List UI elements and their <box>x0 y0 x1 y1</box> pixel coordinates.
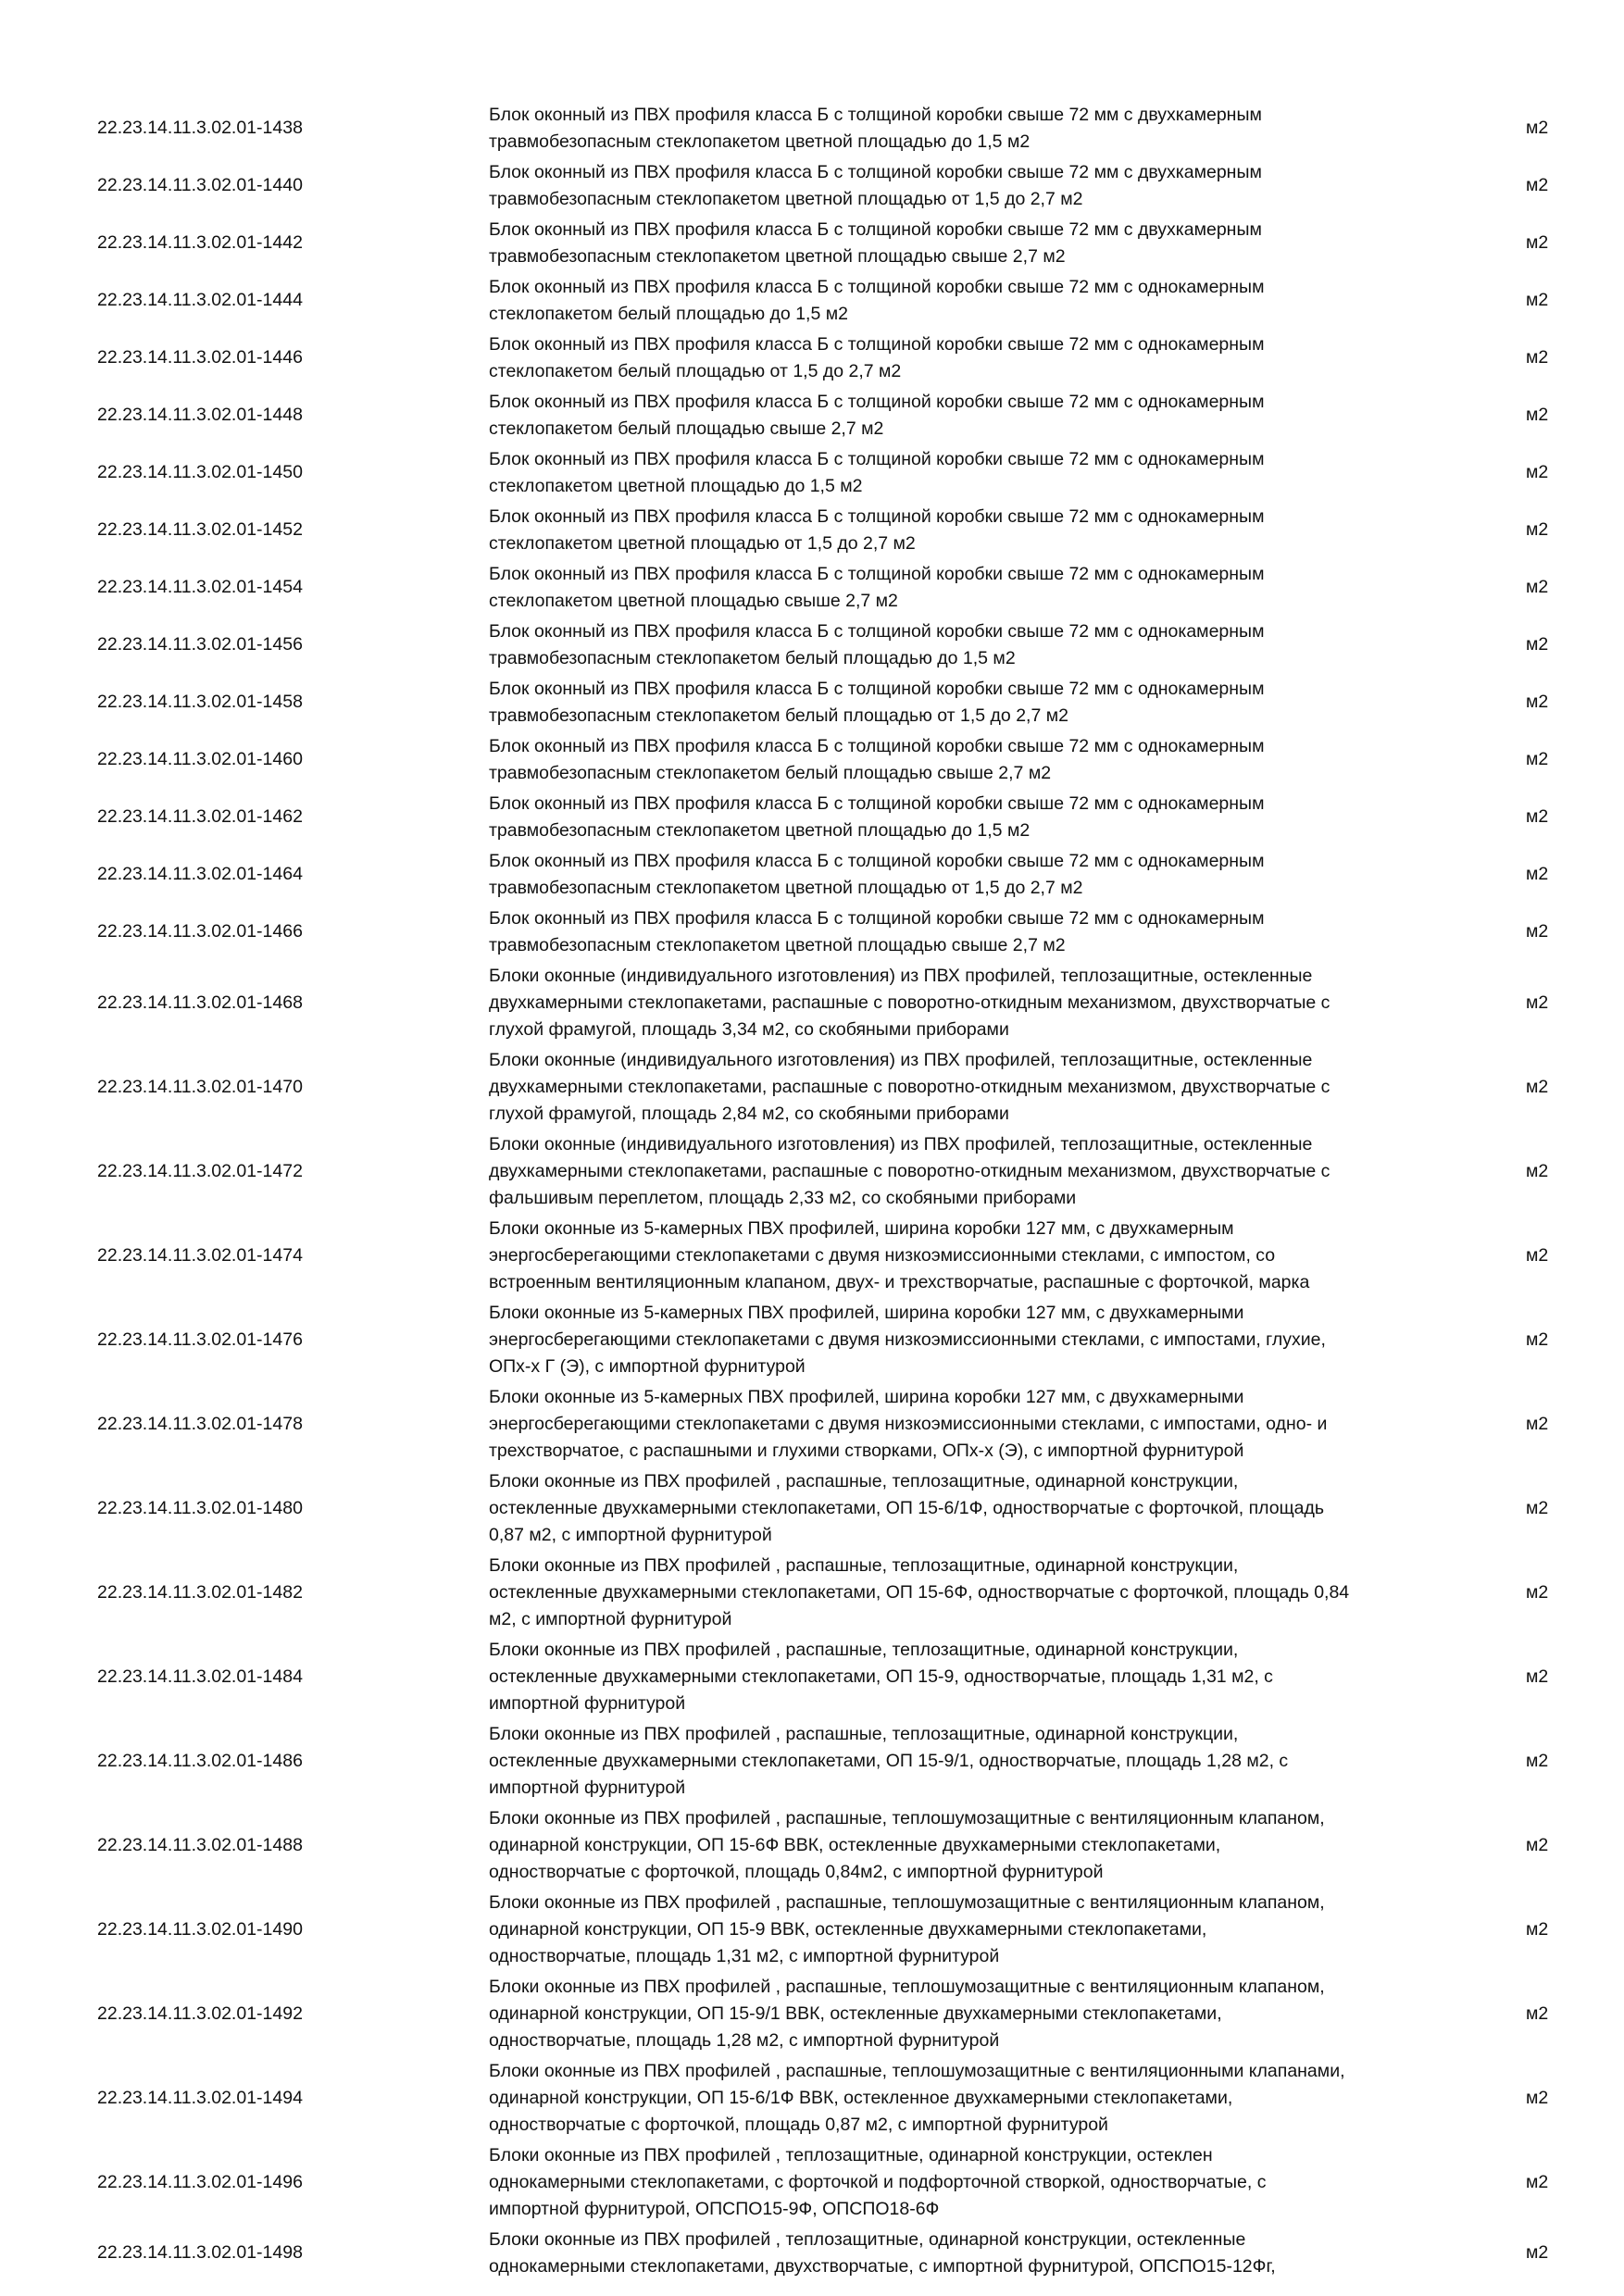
item-unit: м2 <box>1526 1666 1549 1687</box>
item-unit: м2 <box>1526 1919 1549 1940</box>
description-line: глухой фрамугой, площадь 2,84 м2, со скобяными приборами <box>489 1104 1009 1124</box>
table-row <box>0 905 1624 959</box>
item-code: 22.23.14.11.3.02.01-1464 <box>97 864 303 884</box>
description-line: Блоки оконные из ПВХ профилей , распашные, теплошумозащитные с вентиляционными клапанами, <box>489 2061 1345 2081</box>
description-line: остекленные двухкамерными стеклопакетами, ОП 15-6Ф, одностворчатые с форточкой, площадь 0,84 <box>489 1582 1350 1603</box>
item-description <box>489 676 1470 730</box>
description-line: Блоки оконные (индивидуального изготовления) из ПВХ профилей, теплозащитные, остекленные <box>489 966 1313 986</box>
table-row <box>0 1890 1624 1970</box>
table-row <box>0 331 1624 385</box>
item-description <box>489 733 1470 787</box>
item-code: 22.23.14.11.3.02.01-1454 <box>97 577 303 597</box>
table-row <box>0 1384 1624 1465</box>
item-code: 22.23.14.11.3.02.01-1484 <box>97 1666 303 1687</box>
item-description <box>489 963 1470 1043</box>
description-line: Блоки оконные из ПВХ профилей , теплозащитные, одинарной конструкции, остеклен <box>489 2145 1213 2165</box>
item-code: 22.23.14.11.3.02.01-1480 <box>97 1498 303 1518</box>
description-line: м2, с импортной фурнитурой <box>489 1609 732 1629</box>
description-line: одностворчатые, площадь 1,31 м2, с импортной фурнитурой <box>489 1946 1000 1966</box>
item-code: 22.23.14.11.3.02.01-1446 <box>97 347 303 368</box>
description-line: двухкамерными стеклопакетами, распашные с поворотно-откидным механизмом, двухстворчатые с <box>489 992 1330 1013</box>
item-description <box>489 159 1470 213</box>
item-unit: м2 <box>1526 1582 1549 1603</box>
item-code: 22.23.14.11.3.02.01-1444 <box>97 290 303 310</box>
description-line: трехстворчатое, с распашными и глухими створками, ОПх-х (Э), с импортной фурнитурой <box>489 1441 1244 1461</box>
item-unit: м2 <box>1526 806 1549 827</box>
description-line: Блок оконный из ПВХ профиля класса Б с толщиной коробки свыше 72 мм с однокамерным <box>489 277 1265 297</box>
item-unit: м2 <box>1526 1245 1549 1266</box>
description-line: Блок оконный из ПВХ профиля класса Б с толщиной коробки свыше 72 мм с двухкамерным <box>489 162 1262 182</box>
item-unit: м2 <box>1526 1161 1549 1181</box>
item-description <box>489 102 1470 156</box>
item-unit: м2 <box>1526 347 1549 368</box>
item-code: 22.23.14.11.3.02.01-1498 <box>97 2242 303 2263</box>
item-unit: м2 <box>1526 1329 1549 1350</box>
description-line: Блок оконный из ПВХ профиля класса Б с толщиной коробки свыше 72 мм с однокамерным <box>489 392 1265 412</box>
item-code: 22.23.14.11.3.02.01-1496 <box>97 2172 303 2192</box>
item-description <box>489 1890 1470 1970</box>
table-row <box>0 2058 1624 2139</box>
description-line: встроенным вентиляционным клапаном, двух- и трехстворчатые, распашные с форточкой, марка <box>489 1272 1310 1292</box>
item-unit: м2 <box>1526 462 1549 482</box>
item-code: 22.23.14.11.3.02.01-1462 <box>97 806 303 827</box>
description-line: стеклопакетом цветной площадью до 1,5 м2 <box>489 476 863 496</box>
item-description <box>489 274 1470 328</box>
table-row <box>0 389 1624 443</box>
item-unit: м2 <box>1526 577 1549 597</box>
description-line: двухкамерными стеклопакетами, распашные с поворотно-откидным механизмом, двухстворчатые с <box>489 1077 1330 1097</box>
item-description <box>489 1637 1470 1717</box>
description-line: стеклопакетом белый площадью свыше 2,7 м2 <box>489 418 884 439</box>
item-description <box>489 618 1470 672</box>
table-row <box>0 1300 1624 1380</box>
description-line: Блоки оконные из 5-камерных ПВХ профилей, ширина коробки 127 мм, с двухкамерными <box>489 1387 1244 1407</box>
table-row <box>0 274 1624 328</box>
item-description <box>489 2227 1470 2280</box>
item-unit: м2 <box>1526 519 1549 540</box>
table-row <box>0 676 1624 730</box>
description-line: глухой фрамугой, площадь 3,34 м2, со скобяными приборами <box>489 1019 1009 1040</box>
item-code: 22.23.14.11.3.02.01-1476 <box>97 1329 303 1350</box>
description-line: двухкамерными стеклопакетами, распашные с поворотно-откидным механизмом, двухстворчатые с <box>489 1161 1330 1181</box>
item-description <box>489 848 1470 902</box>
item-unit: м2 <box>1526 232 1549 253</box>
description-line: Блоки оконные из ПВХ профилей , распашные, теплозащитные, одинарной конструкции, <box>489 1471 1239 1491</box>
description-line: стеклопакетом цветной площадью свыше 2,7 м2 <box>489 591 898 611</box>
item-code: 22.23.14.11.3.02.01-1448 <box>97 405 303 425</box>
description-line: 0,87 м2, с импортной фурнитурой <box>489 1525 772 1545</box>
item-unit: м2 <box>1526 175 1549 195</box>
description-line: Блок оконный из ПВХ профиля класса Б с толщиной коробки свыше 72 мм с однокамерным <box>489 621 1265 642</box>
item-unit: м2 <box>1526 1414 1549 1434</box>
table-row <box>0 1721 1624 1802</box>
table-row <box>0 1974 1624 2054</box>
item-code: 22.23.14.11.3.02.01-1450 <box>97 462 303 482</box>
item-unit: м2 <box>1526 1835 1549 1855</box>
item-description <box>489 1131 1470 1212</box>
item-unit: м2 <box>1526 749 1549 769</box>
table-row <box>0 159 1624 213</box>
item-description <box>489 1553 1470 1633</box>
item-description <box>489 905 1470 959</box>
table-row <box>0 848 1624 902</box>
description-line: травмобезопасным стеклопакетом белый площадью до 1,5 м2 <box>489 648 1016 668</box>
item-code: 22.23.14.11.3.02.01-1486 <box>97 1751 303 1771</box>
description-line: Блок оконный из ПВХ профиля класса Б с толщиной коробки свыше 72 мм с двухкамерным <box>489 105 1262 125</box>
item-code: 22.23.14.11.3.02.01-1494 <box>97 2088 303 2108</box>
item-code: 22.23.14.11.3.02.01-1482 <box>97 1582 303 1603</box>
description-line: Блоки оконные из ПВХ профилей , распашные, теплошумозащитные с вентиляционным клапаном, <box>489 1808 1325 1828</box>
description-line: импортной фурнитурой, ОПСПО15-9Ф, ОПСПО18-6Ф <box>489 2199 940 2219</box>
item-unit: м2 <box>1526 992 1549 1013</box>
item-code: 22.23.14.11.3.02.01-1442 <box>97 232 303 253</box>
item-description <box>489 1974 1470 2054</box>
item-unit: м2 <box>1526 2003 1549 2024</box>
item-code: 22.23.14.11.3.02.01-1488 <box>97 1835 303 1855</box>
description-line: однокамерными стеклопакетами, двухстворчатые, с импортной фурнитурой, ОПСПО15-12Фг, <box>489 2256 1276 2277</box>
item-code: 22.23.14.11.3.02.01-1456 <box>97 634 303 655</box>
description-line: Блок оконный из ПВХ профиля класса Б с толщиной коробки свыше 72 мм с однокамерным <box>489 793 1265 814</box>
item-description <box>489 2058 1470 2139</box>
description-line: Блоки оконные из ПВХ профилей , распашные, теплозащитные, одинарной конструкции, <box>489 1555 1239 1576</box>
table-row <box>0 1805 1624 1886</box>
description-line: фальшивым переплетом, площадь 2,33 м2, со скобяными приборами <box>489 1188 1077 1208</box>
description-line: импортной фурнитурой <box>489 1778 686 1798</box>
description-line: одинарной конструкции, ОП 15-9 ВВК, остекленные двухкамерными стеклопакетами, <box>489 1919 1207 1940</box>
description-line: Блоки оконные из ПВХ профилей , распашные, теплозащитные, одинарной конструкции, <box>489 1640 1239 1660</box>
description-line: Блоки оконные из 5-камерных ПВХ профилей, ширина коробки 127 мм, с двухкамерными <box>489 1303 1244 1323</box>
item-code: 22.23.14.11.3.02.01-1490 <box>97 1919 303 1940</box>
item-code: 22.23.14.11.3.02.01-1474 <box>97 1245 303 1266</box>
description-line: травмобезопасным стеклопакетом цветной площадью до 1,5 м2 <box>489 131 1031 152</box>
table-row <box>0 102 1624 156</box>
item-unit: м2 <box>1526 405 1549 425</box>
table-row <box>0 217 1624 270</box>
description-line: Блоки оконные из ПВХ профилей , распашные, теплошумозащитные с вентиляционным клапаном, <box>489 1892 1325 1913</box>
table-row <box>0 963 1624 1043</box>
item-code: 22.23.14.11.3.02.01-1472 <box>97 1161 303 1181</box>
description-line: энергосберегающими стеклопакетами с двумя низкоэмиссионными стеклами, с импостами, одно- и <box>489 1414 1328 1434</box>
description-line: Блок оконный из ПВХ профиля класса Б с толщиной коробки свыше 72 мм с однокамерным <box>489 851 1265 871</box>
item-description <box>489 1216 1470 1296</box>
item-description <box>489 1047 1470 1128</box>
table-row <box>0 2142 1624 2223</box>
item-code: 22.23.14.11.3.02.01-1438 <box>97 118 303 138</box>
description-line: Блоки оконные из 5-камерных ПВХ профилей, ширина коробки 127 мм, с двухкамерным <box>489 1218 1234 1239</box>
item-code: 22.23.14.11.3.02.01-1470 <box>97 1077 303 1097</box>
item-unit: м2 <box>1526 1498 1549 1518</box>
description-line: травмобезопасным стеклопакетом цветной площадью от 1,5 до 2,7 м2 <box>489 878 1083 898</box>
item-description <box>489 389 1470 443</box>
item-description <box>489 2142 1470 2223</box>
item-unit: м2 <box>1526 2088 1549 2108</box>
item-code: 22.23.14.11.3.02.01-1478 <box>97 1414 303 1434</box>
item-code: 22.23.14.11.3.02.01-1492 <box>97 2003 303 2024</box>
item-unit: м2 <box>1526 921 1549 942</box>
description-line: Блок оконный из ПВХ профиля класса Б с толщиной коробки свыше 72 мм с однокамерным <box>489 449 1265 469</box>
item-unit: м2 <box>1526 290 1549 310</box>
description-line: стеклопакетом цветной площадью от 1,5 до 2,7 м2 <box>489 533 916 554</box>
item-unit: м2 <box>1526 692 1549 712</box>
item-unit: м2 <box>1526 2172 1549 2192</box>
description-line: Блок оконный из ПВХ профиля класса Б с толщиной коробки свыше 72 мм с однокамерным <box>489 908 1265 929</box>
description-line: ОПх-х Г (Э), с импортной фурнитурой <box>489 1356 806 1377</box>
table-row <box>0 446 1624 500</box>
description-line: Блок оконный из ПВХ профиля класса Б с толщиной коробки свыше 72 мм с двухкамерным <box>489 219 1262 240</box>
item-code: 22.23.14.11.3.02.01-1468 <box>97 992 303 1013</box>
item-unit: м2 <box>1526 118 1549 138</box>
table-row <box>0 1553 1624 1633</box>
item-description <box>489 217 1470 270</box>
description-line: Блок оконный из ПВХ профиля класса Б с толщиной коробки свыше 72 мм с однокамерным <box>489 736 1265 756</box>
table-row <box>0 1468 1624 1549</box>
item-unit: м2 <box>1526 864 1549 884</box>
item-code: 22.23.14.11.3.02.01-1440 <box>97 175 303 195</box>
item-description <box>489 1721 1470 1802</box>
description-line: стеклопакетом белый площадью от 1,5 до 2,7 м2 <box>489 361 902 381</box>
description-line: однокамерными стеклопакетами, с форточкой и подфорточной створкой, одностворчатые, с <box>489 2172 1267 2192</box>
description-line: одностворчатые с форточкой, площадь 0,87 м2, с импортной фурнитурой <box>489 2115 1108 2135</box>
description-line: Блок оконный из ПВХ профиля класса Б с толщиной коробки свыше 72 мм с однокамерным <box>489 506 1265 527</box>
description-line: остекленные двухкамерными стеклопакетами, ОП 15-9, одностворчатые, площадь 1,31 м2, с <box>489 1666 1273 1687</box>
item-code: 22.23.14.11.3.02.01-1466 <box>97 921 303 942</box>
description-line: одинарной конструкции, ОП 15-9/1 ВВК, остекленные двухкамерными стеклопакетами, <box>489 2003 1222 2024</box>
item-unit: м2 <box>1526 634 1549 655</box>
table-row <box>0 733 1624 787</box>
table-row <box>0 504 1624 557</box>
description-line: травмобезопасным стеклопакетом цветной площадью свыше 2,7 м2 <box>489 246 1066 267</box>
description-line: Блок оконный из ПВХ профиля класса Б с толщиной коробки свыше 72 мм с однокамерным <box>489 564 1265 584</box>
description-line: остекленные двухкамерными стеклопакетами, ОП 15-6/1Ф, одностворчатые с форточкой, площадь <box>489 1498 1325 1518</box>
description-line: энергосберегающими стеклопакетами с двумя низкоэмиссионными стеклами, с импостами, глухие, <box>489 1329 1326 1350</box>
item-unit: м2 <box>1526 1077 1549 1097</box>
item-description <box>489 1300 1470 1380</box>
item-code: 22.23.14.11.3.02.01-1452 <box>97 519 303 540</box>
description-line: одностворчатые с форточкой, площадь 0,84м2, с импортной фурнитурой <box>489 1862 1104 1882</box>
description-line: травмобезопасным стеклопакетом цветной площадью от 1,5 до 2,7 м2 <box>489 189 1083 209</box>
description-line: Блоки оконные из ПВХ профилей , распашные, теплошумозащитные с вентиляционным клапаном, <box>489 1977 1325 1997</box>
item-description <box>489 1468 1470 1549</box>
table-row <box>0 618 1624 672</box>
table-row <box>0 1047 1624 1128</box>
item-code: 22.23.14.11.3.02.01-1458 <box>97 692 303 712</box>
description-line: травмобезопасным стеклопакетом белый площадью от 1,5 до 2,7 м2 <box>489 705 1068 726</box>
table-row <box>0 1216 1624 1296</box>
description-line: Блоки оконные из ПВХ профилей , теплозащитные, одинарной конструкции, остекленные <box>489 2229 1246 2250</box>
item-description <box>489 561 1470 615</box>
table-row <box>0 2227 1624 2280</box>
description-line: травмобезопасным стеклопакетом цветной площадью свыше 2,7 м2 <box>489 935 1066 955</box>
item-description <box>489 446 1470 500</box>
table-row <box>0 791 1624 844</box>
description-line: травмобезопасным стеклопакетом белый площадью свыше 2,7 м2 <box>489 763 1052 783</box>
description-line: Блок оконный из ПВХ профиля класса Б с толщиной коробки свыше 72 мм с однокамерным <box>489 679 1265 699</box>
item-description <box>489 1805 1470 1886</box>
description-line: Блоки оконные из ПВХ профилей , распашные, теплозащитные, одинарной конструкции, <box>489 1724 1239 1744</box>
description-line: одностворчатые, площадь 1,28 м2, с импортной фурнитурой <box>489 2030 1000 2051</box>
description-line: остекленные двухкамерными стеклопакетами, ОП 15-9/1, одностворчатые, площадь 1,28 м2, с <box>489 1751 1289 1771</box>
description-line: одинарной конструкции, ОП 15-6/1Ф ВВК, остекленное двухкамерными стеклопакетами, <box>489 2088 1233 2108</box>
table-row <box>0 1637 1624 1717</box>
description-line: Блоки оконные (индивидуального изготовления) из ПВХ профилей, теплозащитные, остекленные <box>489 1134 1313 1154</box>
description-line: стеклопакетом белый площадью до 1,5 м2 <box>489 304 848 324</box>
item-description <box>489 504 1470 557</box>
table-row <box>0 1131 1624 1212</box>
description-line: энергосберегающими стеклопакетами с двумя низкоэмиссионными стеклами, с импостом, со <box>489 1245 1276 1266</box>
description-line: импортной фурнитурой <box>489 1693 686 1714</box>
description-line: травмобезопасным стеклопакетом цветной площадью до 1,5 м2 <box>489 820 1031 841</box>
item-description <box>489 1384 1470 1465</box>
description-line: Блок оконный из ПВХ профиля класса Б с толщиной коробки свыше 72 мм с однокамерным <box>489 334 1265 355</box>
item-code: 22.23.14.11.3.02.01-1460 <box>97 749 303 769</box>
description-line: Блоки оконные (индивидуального изготовления) из ПВХ профилей, теплозащитные, остекленные <box>489 1050 1313 1070</box>
item-unit: м2 <box>1526 1751 1549 1771</box>
table-row <box>0 561 1624 615</box>
item-description <box>489 331 1470 385</box>
item-description <box>489 791 1470 844</box>
item-unit: м2 <box>1526 2242 1549 2263</box>
description-line: одинарной конструкции, ОП 15-6Ф ВВК, остекленные двухкамерными стеклопакетами, <box>489 1835 1221 1855</box>
